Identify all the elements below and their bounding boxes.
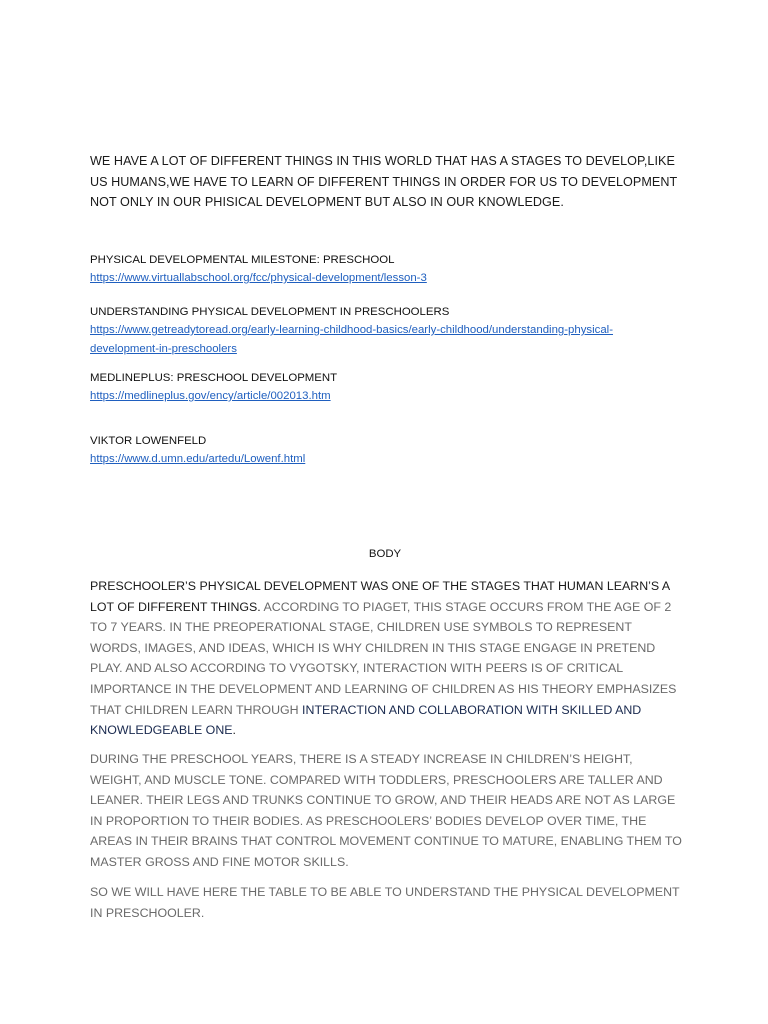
reference-entry [90,370,680,406]
body-paragraph-2: DURING THE PRESCHOOL YEARS, THERE IS A STEADY INCREASE IN CHILDREN’S HEIGHT, WEIGHT, AND MUSCLE TONE. COMPARED WITH TODDLERS, PRESCHOOLERS ARE TALLER AND LEANER. THEIR LEGS AND TRUNKS CONTINUE TO GROW, AND THEIR HEADS ARE NOT AS LARGE IN PROPORTION TO THEIR BODIES. AS PRESCHOOLERS’ BODIES DEVELOP OVER TIME, THE AREAS IN THEIR BRAINS THAT CONTROL MOVEMENT CONTINUE TO MATURE, ENABLING THEM TO MASTER GROSS AND FINE MOTOR SKILLS. [90,752,682,869]
reference-link[interactable]: https://www.d.umn.edu/artedu/Lowenf.html [90,453,306,465]
body-paragraph-3: SO WE WILL HAVE HERE THE TABLE TO BE ABLE TO UNDERSTAND THE PHYSICAL DEVELOPMENT IN PRESCHOOLER. [90,885,680,920]
body-paragraph-1 [90,576,682,741]
reference-entry [90,433,680,469]
paragraph-lead: PRESCHOOLER’S PHYSICAL DEVELOPMENT WAS ONE OF THE STAGES THAT HUMAN LEARN’S A LOT OF DIFFERENT THINGS. [90,579,670,614]
paragraph-emphasis: INTERACTION AND COLLABORATION WITH SKILLED AND KNOWLEDGEABLE ONE [90,702,642,738]
reference-title: UNDERSTANDING PHYSICAL DEVELOPMENT IN PRESCHOOLERS [90,306,450,318]
reference-title: MEDLINEPLUS: PRESCHOOL DEVELOPMENT [90,372,338,384]
paragraph-text: ACCORDING TO PIAGET, THIS STAGE OCCURS FROM THE AGE OF 2 TO 7 YEARS. IN THE PREOPERATIONAL STAGE, CHILDREN USE SYMBOLS TO REPRESENT WORDS, IMAGES, AND IDEAS, WHICH IS WHY CHILDREN IN THIS STAGE ENGAGE IN PRETEND PLAY. AND ALSO ACCORDING TO VYGOTSKY, INTERACTION WITH PEERS IS OF CRITICAL IMPORTANCE IN THE DEVELOPMENT AND LEARNING OF CHILDREN AS HIS THEORY EMPHASIZES THAT CHILDREN LEARN THROUGH [90,599,677,717]
document-page [90,0,680,1024]
reference-link[interactable]: https://medlineplus.gov/ency/article/002013.htm [90,390,331,402]
reference-entry [90,304,680,358]
reference-title: PHYSICAL DEVELOPMENTAL MILESTONE: PRESCHOOL [90,254,395,266]
reference-link[interactable]: https://www.getreadytoread.org/early-learning-childhood-basics/early-childhood/understanding-physical-development-in-preschoolers [90,324,613,355]
body-heading: BODY [368,548,402,560]
intro-paragraph: WE HAVE A LOT OF DIFFERENT THINGS IN THIS WORLD THAT HAS A STAGES TO DEVELOP,LIKE US HUMANS,WE HAVE TO LEARN OF DIFFERENT THINGS IN ORDER FOR US TO DEVELOPMENT NOT ONLY IN OUR PHISICAL DEVELOPMENT BUT ALSO IN OUR KNOWLEDGE. [90,154,677,210]
reference-title: VIKTOR LOWENFELD [90,435,207,447]
reference-link[interactable]: https://www.virtuallabschool.org/fcc/physical-development/lesson-3 [90,272,427,284]
reference-entry [90,252,680,288]
paragraph-end: . [232,723,236,738]
